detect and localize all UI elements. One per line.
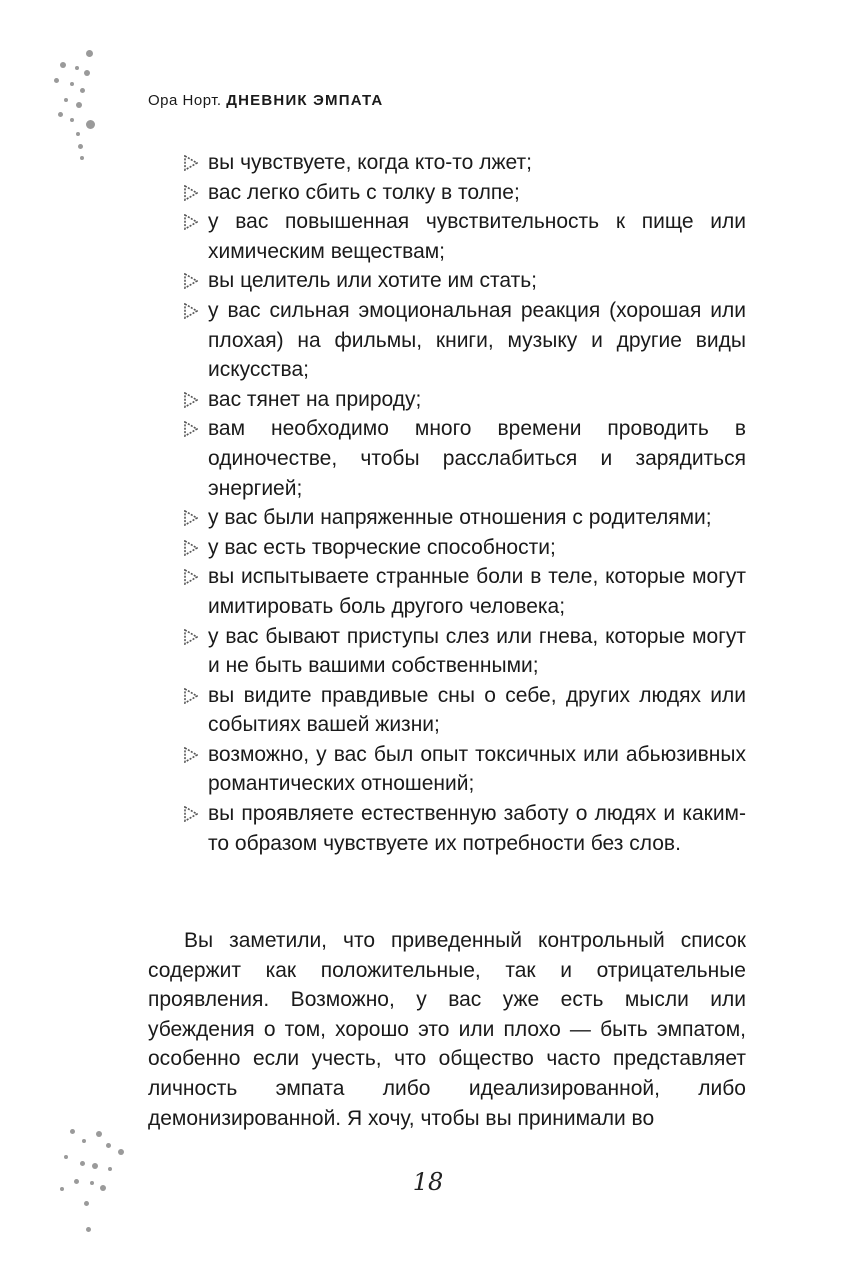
list-item: вас легко сбить с толку в толпе; bbox=[184, 178, 746, 208]
triangle-bullet-icon bbox=[184, 155, 198, 171]
list-item: у вас повышенная чувствительность к пище или химическим веществам; bbox=[184, 207, 746, 266]
list-item: вам необходимо много времени проводить в одиночестве, чтобы расслабиться и зарядиться энергией; bbox=[184, 414, 746, 503]
list-item: возможно, у вас был опыт токсичных или абьюзивных романтических отношений; bbox=[184, 740, 746, 799]
triangle-bullet-icon bbox=[184, 688, 198, 704]
triangle-bullet-icon bbox=[184, 540, 198, 556]
list-item: вы проявляете естественную заботу о людях и каким-то образом чувствуете их потребности без слов. bbox=[184, 799, 746, 858]
triangle-bullet-icon bbox=[184, 747, 198, 763]
triangle-bullet-icon bbox=[184, 510, 198, 526]
triangle-bullet-icon bbox=[184, 392, 198, 408]
body-paragraph: Вы заметили, что приведенный контрольный список содержит как положительные, так и отрицательные проявления. Возможно, у вас уже есть мысли или убеждения о том, хорошо это или плохо — быть эмпатом, особенно если учесть, что общество часто представляет личность эмпата либо идеализированной, либо демонизированной. Я хочу, чтобы вы принимали во bbox=[148, 929, 746, 1130]
list-item: у вас бывают приступы слез или гнева, которые могут и не быть вашими собственными; bbox=[184, 622, 746, 681]
triangle-bullet-icon bbox=[184, 569, 198, 585]
list-item: у вас сильная эмоциональная реакция (хорошая или плохая) на фильмы, книги, музыку и другие виды искусства; bbox=[184, 296, 746, 385]
triangle-bullet-icon bbox=[184, 303, 198, 319]
running-head-author: Ора Норт. bbox=[148, 92, 222, 109]
list-item: вы чувствуете, когда кто-то лжет; bbox=[184, 148, 746, 178]
list-item: вы испытываете странные боли в теле, которые могут имитировать боль другого человека; bbox=[184, 562, 746, 621]
list-item: у вас есть творческие способности; bbox=[184, 533, 746, 563]
triangle-bullet-icon bbox=[184, 806, 198, 822]
list-item: вы целитель или хотите им стать; bbox=[184, 266, 746, 296]
triangle-bullet-icon bbox=[184, 273, 198, 289]
running-head-title: ДНЕВНИК ЭМПАТА bbox=[226, 92, 384, 109]
triangle-bullet-icon bbox=[184, 185, 198, 201]
list-item: вы видите правдивые сны о себе, других людях или событиях вашей жизни; bbox=[184, 681, 746, 740]
list-item: вас тянет на природу; bbox=[184, 385, 746, 415]
list-item: у вас были напряженные отношения с родителями; bbox=[184, 503, 746, 533]
triangle-bullet-icon bbox=[184, 421, 198, 437]
triangle-bullet-icon bbox=[184, 629, 198, 645]
checklist bbox=[184, 148, 746, 858]
page-number: 18 bbox=[412, 1168, 444, 1196]
triangle-bullet-icon bbox=[184, 214, 198, 230]
running-head bbox=[148, 92, 383, 109]
decorative-dots-top bbox=[40, 40, 120, 190]
